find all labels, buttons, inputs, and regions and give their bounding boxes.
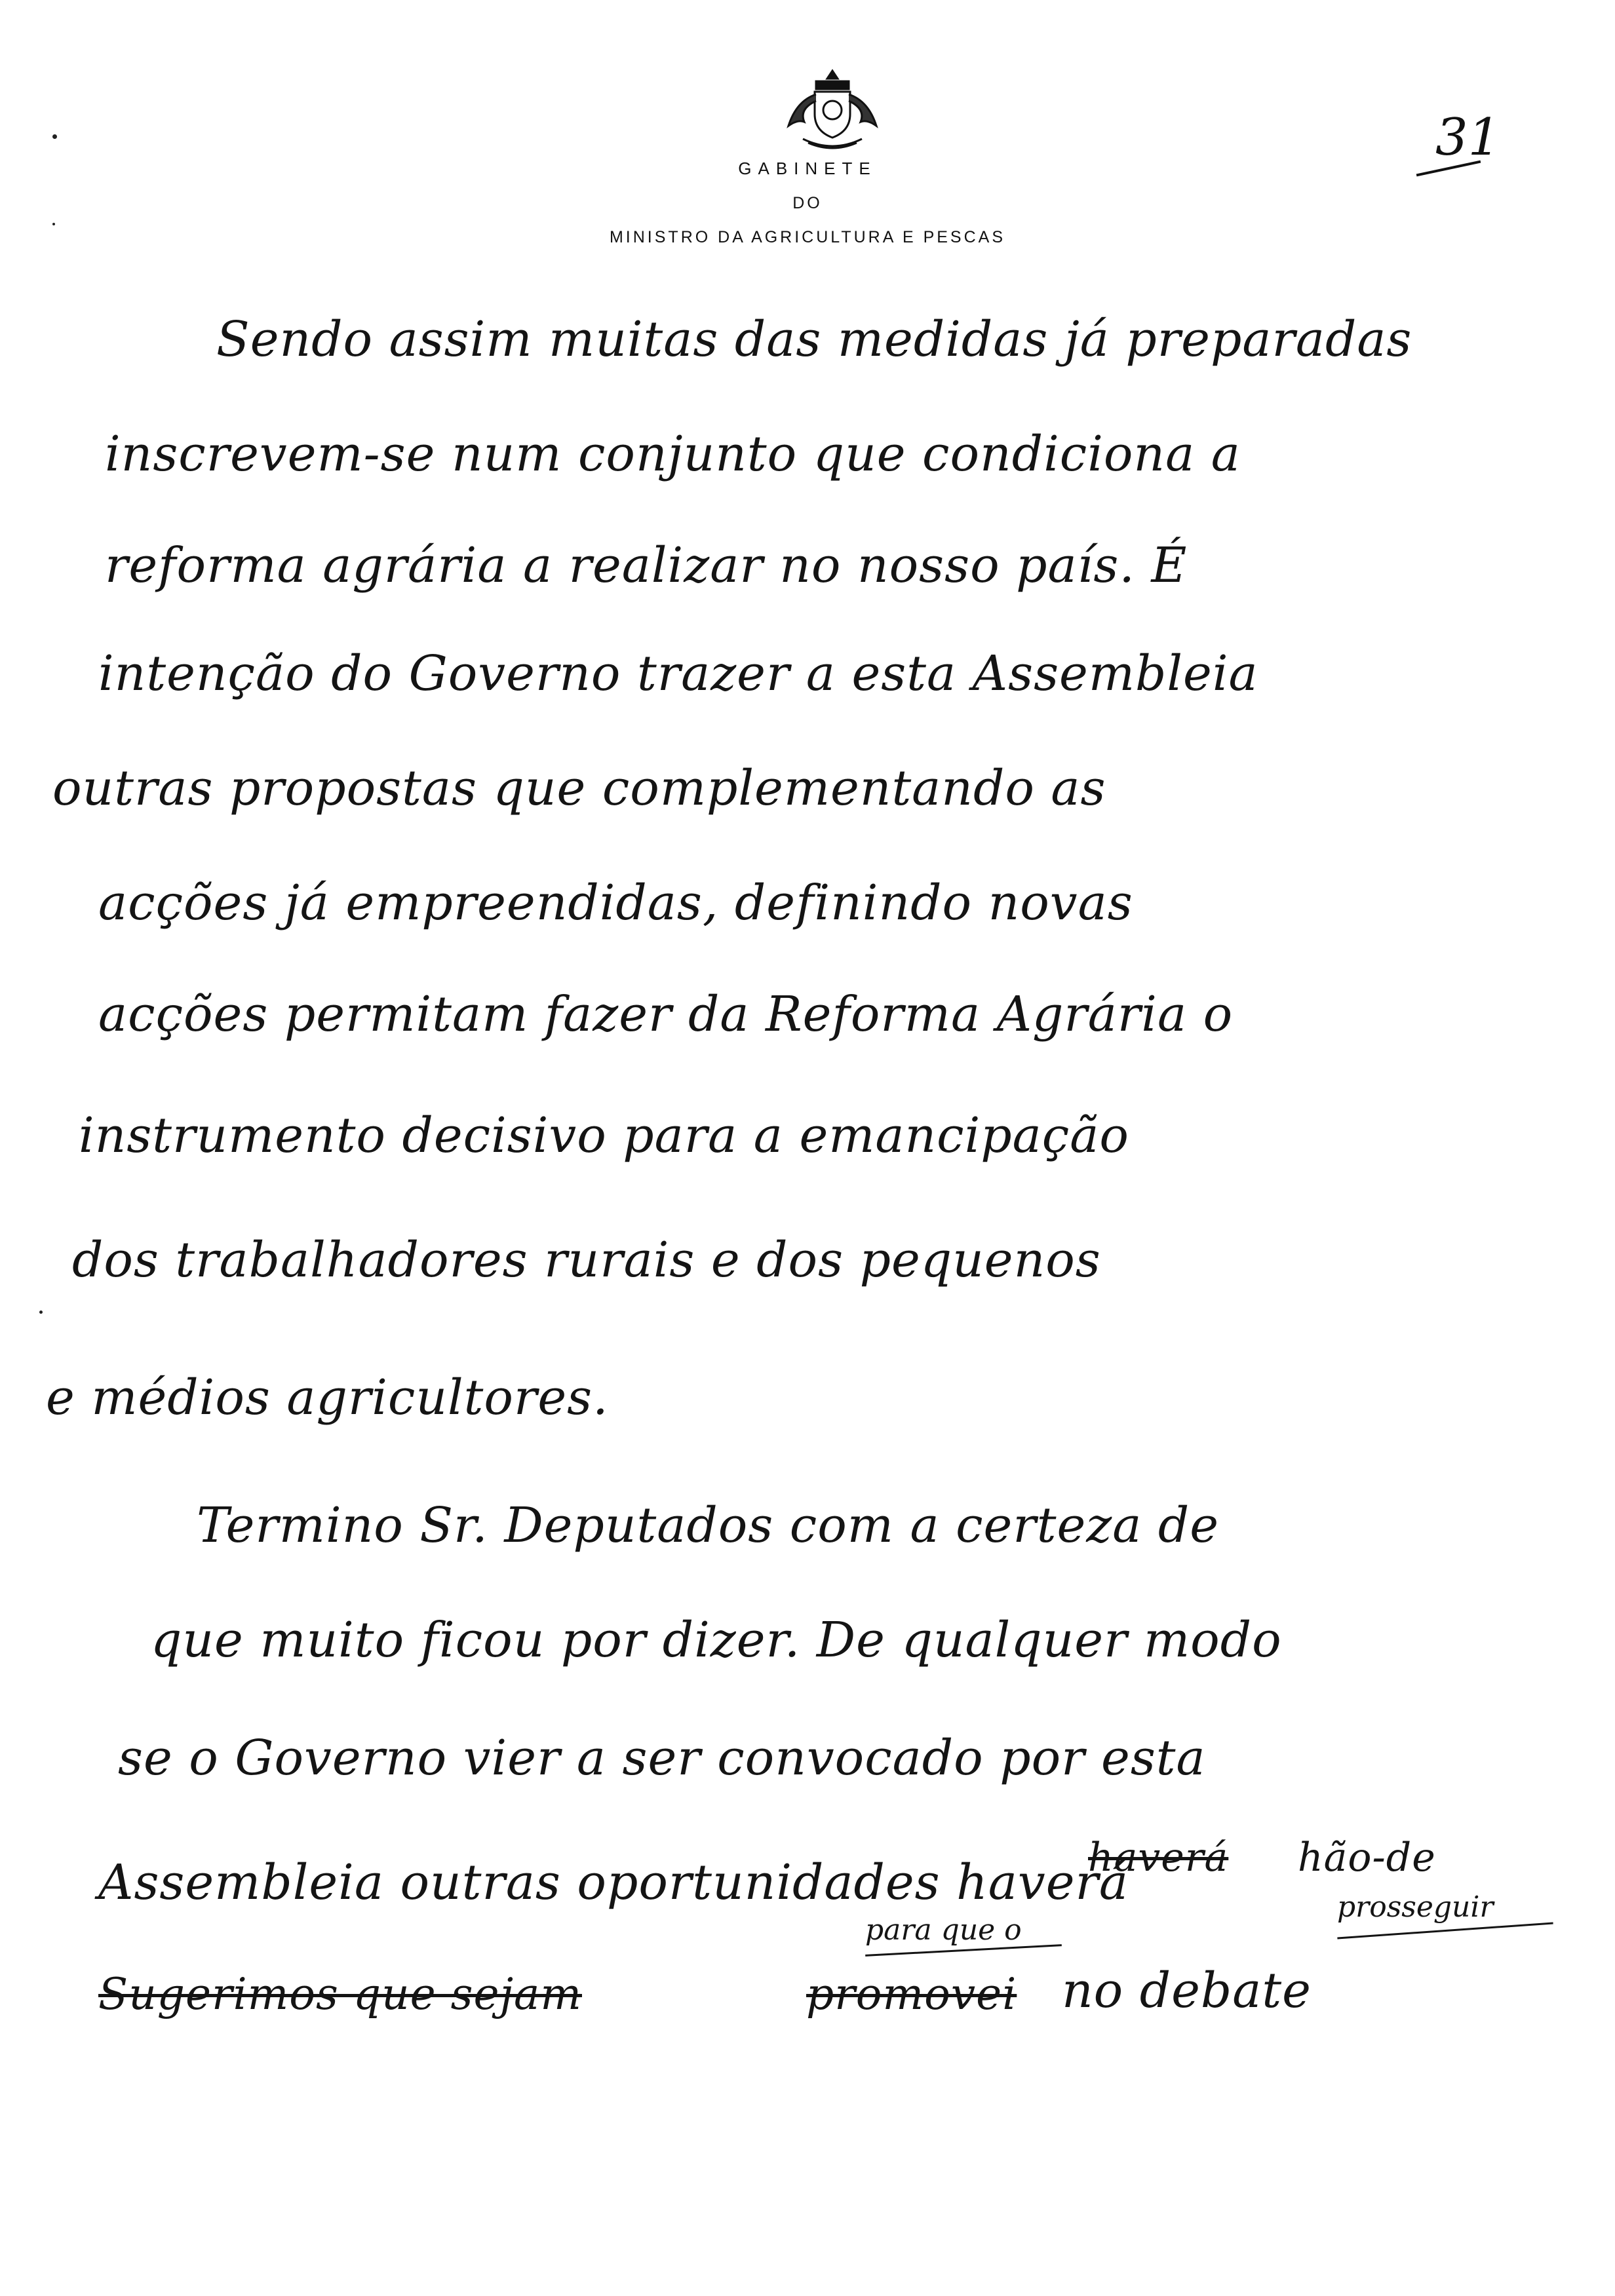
- struck-word-line-14: haverá: [1088, 1835, 1229, 1881]
- struck-phrase-line-15: Sugerimos que sejam: [98, 1969, 582, 2019]
- inserted-right-line-15: prosseguir: [1337, 1890, 1494, 1924]
- inserted-above-line-15: para que o: [865, 1913, 1022, 1947]
- handwritten-line-6: acções já empreendidas, definindo novas: [98, 875, 1133, 931]
- letterhead-ministry: MINISTRO DA AGRICULTURA E PESCAS: [609, 228, 1006, 246]
- scan-speck: [52, 223, 55, 225]
- page-number: 31: [1435, 108, 1501, 167]
- handwritten-line-8: instrumento decisivo para a emancipação: [79, 1107, 1129, 1164]
- handwritten-line-2: inscrevem-se num conjunto que condiciona a: [105, 426, 1241, 482]
- scan-speck: [39, 1311, 43, 1314]
- handwritten-line-13: se o Governo vier a ser convocado por esta: [118, 1730, 1206, 1786]
- letterhead-do: DO: [792, 194, 823, 212]
- handwritten-line-4: intenção do Governo trazer a esta Assembleia: [98, 645, 1258, 702]
- handwritten-line-12: que muito ficou por dizer. De qualquer modo: [151, 1612, 1282, 1668]
- handwritten-line-14: Assembleia outras oportunidades haverá: [98, 1854, 1129, 1911]
- handwritten-line-5: outras propostas que complementando as: [52, 760, 1106, 816]
- handwritten-line-1: Sendo assim muitas das medidas já preparadas: [216, 311, 1412, 368]
- handwritten-line-10: e médios agricultores.: [46, 1369, 609, 1426]
- handwritten-line-15: no debate: [1062, 1962, 1312, 2019]
- handwritten-line-3: reforma agrária a realizar no nosso país. É: [105, 537, 1188, 594]
- inserted-word-line-14: hão-de: [1298, 1835, 1436, 1881]
- insertion-underline-right: [1337, 1922, 1553, 1939]
- struck-word-line-15: promovei: [806, 1969, 1017, 2019]
- handwritten-line-9: dos trabalhadores rurais e dos pequenos: [72, 1232, 1101, 1288]
- handwritten-line-7: acções permitam fazer da Reforma Agrária o: [98, 986, 1234, 1043]
- scan-speck: [52, 134, 57, 139]
- coat-of-arms-crest-icon: [777, 66, 888, 151]
- letterhead-gabinete: GABINETE: [738, 159, 877, 178]
- handwritten-line-11: Termino Sr. Deputados com a certeza de: [197, 1497, 1220, 1554]
